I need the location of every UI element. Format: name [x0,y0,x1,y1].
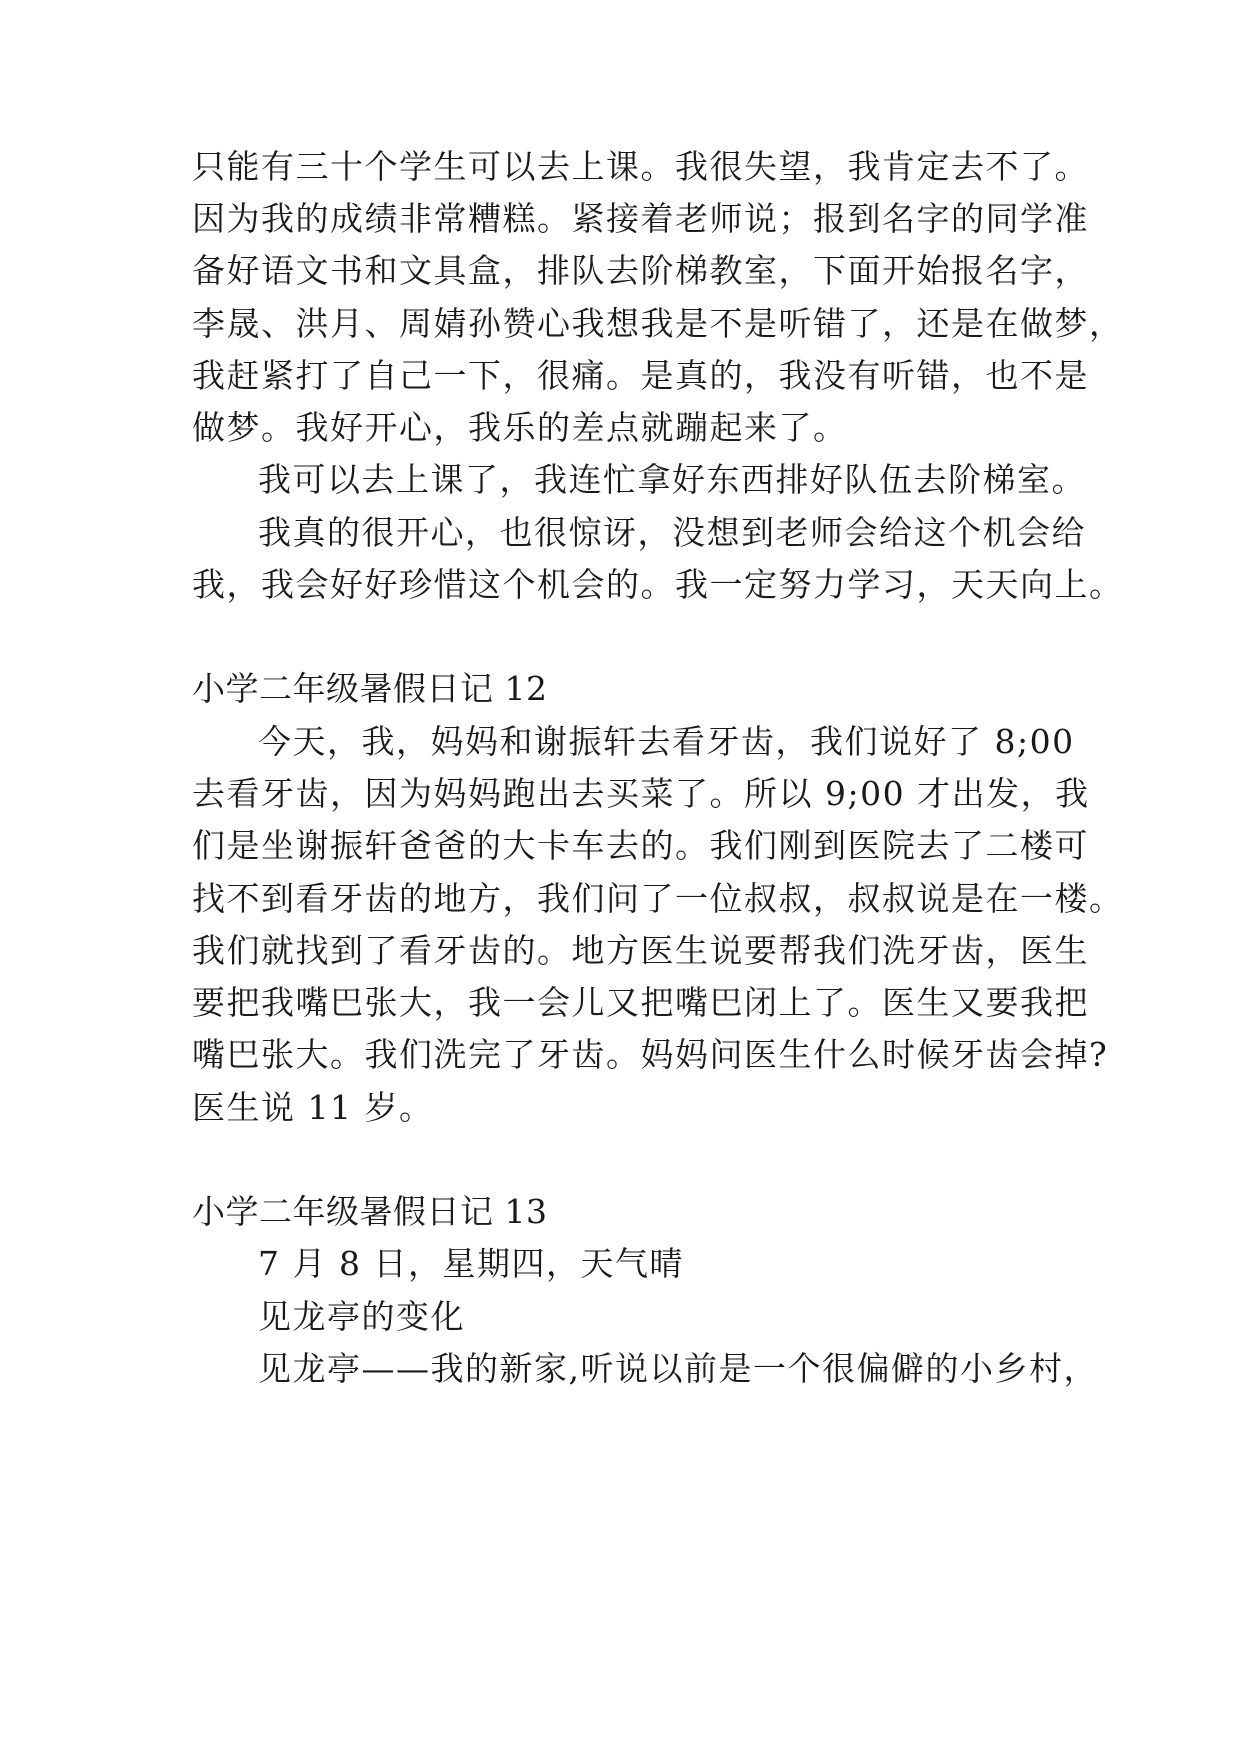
essay-title: 见龙亭的变化 [258,1297,465,1336]
text-line: 医生说 11 岁。 [192,1088,434,1127]
text-line: 做梦。我好开心，我乐的差点就蹦起来了。 [192,408,848,447]
text-line: 我，我会好好珍惜这个机会的。我一定努力学习，天天向上。 [192,565,1124,604]
section-title: 小学二年级暑假日记 13 [192,1192,548,1231]
text-line: 我赶紧打了自己一下，很痛。是真的，我没有听错，也不是 [192,356,1089,395]
paragraph-line: 今天，我，妈妈和谢振轩去看牙齿，我们说好了 8;00 [258,722,1075,761]
text-line: 因为我的成绩非常糟糕。紧接着老师说；报到名字的同学准 [192,199,1089,238]
text-line: 嘴巴张大。我们洗完了牙齿。妈妈问医生什么时候牙齿会掉? [192,1035,1109,1074]
paragraph-line: 见龙亭——我的新家,听说以前是一个很偏僻的小乡村， [258,1349,1098,1388]
text-line: 去看牙齿，因为妈妈跑出去买菜了。所以 9;00 才出发，我 [192,774,1090,813]
section-title: 小学二年级暑假日记 12 [192,669,548,708]
date-line: 7 月 8 日，星期四，天气晴 [258,1244,684,1283]
text-line: 找不到看牙齿的地方，我们问了一位叔叔，叔叔说是在一楼。 [192,879,1124,918]
paragraph-line: 我真的很开心，也很惊讶，没想到老师会给这个机会给 [258,513,1086,552]
text-line: 要把我嘴巴张大，我一会儿又把嘴巴闭上了。医生又要我把 [192,983,1089,1022]
text-line: 们是坐谢振轩爸爸的大卡车去的。我们刚到医院去了二楼可 [192,826,1089,865]
paragraph-line: 我可以去上课了，我连忙拿好东西排好队伍去阶梯室。 [258,460,1086,499]
text-line: 只能有三十个学生可以去上课。我很失望，我肯定去不了。 [192,147,1089,186]
text-line: 李晟、洪月、周婧孙赞心我想我是不是听错了，还是在做梦， [192,304,1124,343]
text-line: 备好语文书和文具盒，排队去阶梯教室，下面开始报名字， [192,251,1089,290]
text-line: 我们就找到了看牙齿的。地方医生说要帮我们洗牙齿，医生 [192,931,1089,970]
